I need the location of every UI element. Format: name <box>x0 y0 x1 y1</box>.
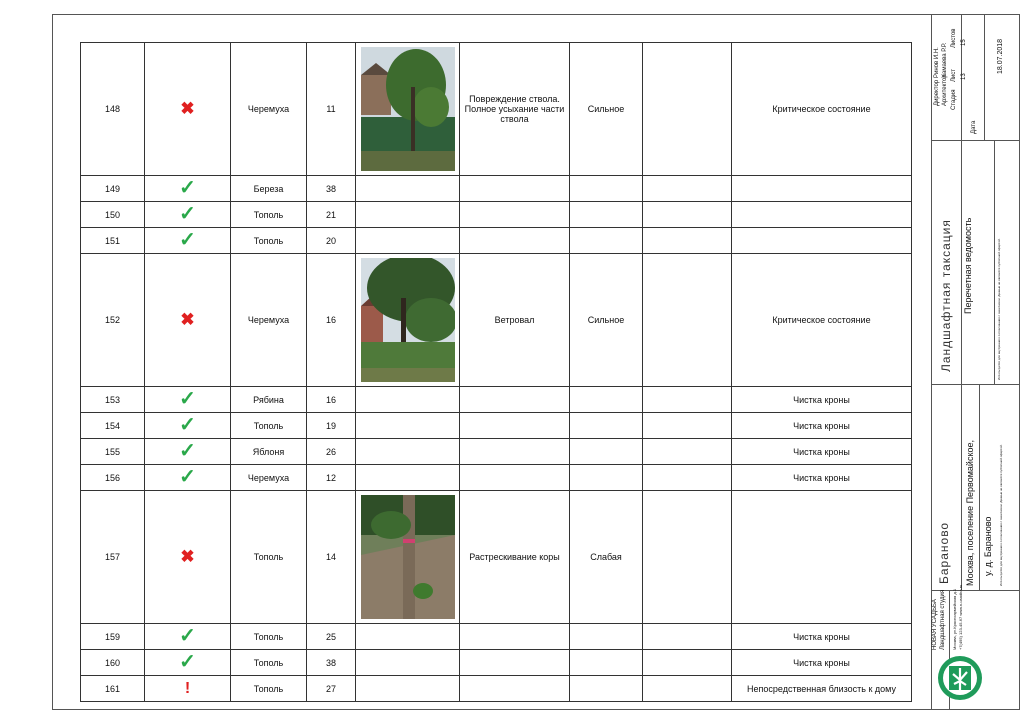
empty-cell <box>643 491 732 624</box>
status-cell <box>145 413 231 439</box>
note-cell: Чистка кроны <box>732 650 912 676</box>
company-name: НОВАЯ УСАДЬБА <box>932 599 938 650</box>
checkmark-icon: ✓ <box>179 651 196 673</box>
species-cell: Рябина <box>231 387 307 413</box>
degree-cell <box>570 624 643 650</box>
diameter-cell: 12 <box>307 465 356 491</box>
table-row <box>81 439 912 465</box>
degree-cell <box>570 413 643 439</box>
checkmark-icon: ✓ <box>179 466 196 488</box>
damage-cell <box>460 228 570 254</box>
tree-photo <box>361 258 455 382</box>
notice-text: Используется для внутреннего согласования с заказчиком. Данные не являются публичной офертой. <box>997 238 1001 380</box>
row-number: 157 <box>81 491 145 624</box>
empty-cell <box>643 228 732 254</box>
row-number: 148 <box>81 43 145 176</box>
row-number: 152 <box>81 254 145 387</box>
row-number: 161 <box>81 676 145 702</box>
empty-cell <box>643 439 732 465</box>
empty-cell <box>643 176 732 202</box>
photo-cell <box>356 176 460 202</box>
diameter-cell: 14 <box>307 491 356 624</box>
degree-cell <box>570 465 643 491</box>
status-cell <box>145 439 231 465</box>
project-notice: Используется для внутреннего согласования с заказчиком. Данные не являются публичной офертой. <box>999 444 1003 586</box>
photo-cell <box>356 465 460 491</box>
species-cell: Береза <box>231 176 307 202</box>
title-block <box>931 14 1020 710</box>
address-line-2: у. д. Бараново <box>983 516 993 576</box>
company-web: +7(495) 123-45-67 www.n-usadba.ru <box>958 584 963 650</box>
photo-cell <box>356 676 460 702</box>
tree-photo <box>361 47 455 171</box>
date-value: 18.07.2018 <box>997 38 1004 74</box>
species-cell: Черемуха <box>231 465 307 491</box>
sheet-value: 13 <box>961 73 967 80</box>
status-cell <box>145 43 231 176</box>
degree-cell: Слабая <box>570 491 643 624</box>
diameter-cell: 16 <box>307 254 356 387</box>
table-row <box>81 202 912 228</box>
date-label: Дата <box>971 120 977 134</box>
empty-cell <box>643 254 732 387</box>
photo-cell <box>356 254 460 387</box>
empty-cell <box>643 387 732 413</box>
damage-cell: Повреждение ствола. Полное усыхание части ствола <box>460 43 570 176</box>
degree-cell <box>570 202 643 228</box>
degree-cell <box>570 387 643 413</box>
diameter-cell: 25 <box>307 624 356 650</box>
damage-cell <box>460 202 570 228</box>
species-cell: Тополь <box>231 650 307 676</box>
status-cell <box>145 202 231 228</box>
diameter-cell: 21 <box>307 202 356 228</box>
document-title: Ландшафтная таксация <box>939 219 953 372</box>
sheet-label: Лист <box>951 68 957 82</box>
species-cell: Тополь <box>231 676 307 702</box>
row-number: 155 <box>81 439 145 465</box>
photo-cell <box>356 624 460 650</box>
damage-cell <box>460 176 570 202</box>
status-cell <box>145 387 231 413</box>
diameter-cell: 16 <box>307 387 356 413</box>
note-cell: Чистка кроны <box>732 624 912 650</box>
photo-cell <box>356 228 460 254</box>
species-cell: Черемуха <box>231 43 307 176</box>
checkmark-icon: ✓ <box>179 388 196 410</box>
row-number: 149 <box>81 176 145 202</box>
note-cell: Чистка кроны <box>732 413 912 439</box>
species-cell: Тополь <box>231 491 307 624</box>
diameter-cell: 26 <box>307 439 356 465</box>
note-cell: Чистка кроны <box>732 439 912 465</box>
checkmark-icon: ✓ <box>179 203 196 225</box>
cross-icon: ✖ <box>180 547 195 566</box>
damage-cell: Растрескивание коры <box>460 491 570 624</box>
species-cell: Тополь <box>231 202 307 228</box>
species-cell: Тополь <box>231 413 307 439</box>
photo-cell <box>356 491 460 624</box>
checkmark-icon: ✓ <box>179 229 196 251</box>
status-cell <box>145 228 231 254</box>
damage-cell <box>460 624 570 650</box>
photo-cell <box>356 43 460 176</box>
note-cell <box>732 176 912 202</box>
note-cell <box>732 491 912 624</box>
note-cell <box>732 202 912 228</box>
address-line-1: Москва, поселение Первомайское, <box>965 439 975 586</box>
row-number: 150 <box>81 202 145 228</box>
degree-cell <box>570 650 643 676</box>
table-row <box>81 650 912 676</box>
table-row <box>81 465 912 491</box>
diameter-cell: 19 <box>307 413 356 439</box>
table-row <box>81 387 912 413</box>
row-number: 153 <box>81 387 145 413</box>
photo-cell <box>356 387 460 413</box>
degree-cell <box>570 676 643 702</box>
table-row <box>81 176 912 202</box>
empty-cell <box>643 43 732 176</box>
company-logo-icon <box>936 654 984 702</box>
cross-icon: ✖ <box>180 99 195 118</box>
row-number: 160 <box>81 650 145 676</box>
empty-cell <box>643 624 732 650</box>
director-name: Ринов И.Н. <box>934 47 940 78</box>
document-subtitle: Перечетная ведомость <box>963 217 973 314</box>
diameter-cell: 38 <box>307 650 356 676</box>
architect-label: Архитектор <box>942 74 948 106</box>
empty-cell <box>643 676 732 702</box>
degree-cell: Сильное <box>570 254 643 387</box>
species-cell: Черемуха <box>231 254 307 387</box>
empty-cell <box>643 465 732 491</box>
empty-cell <box>643 413 732 439</box>
degree-cell <box>570 228 643 254</box>
damage-cell <box>460 439 570 465</box>
photo-cell <box>356 650 460 676</box>
director-label: Директор <box>934 79 940 106</box>
note-cell: Непосредственная близость к дому <box>732 676 912 702</box>
empty-cell <box>643 650 732 676</box>
table-row <box>81 228 912 254</box>
checkmark-icon: ✓ <box>179 177 196 199</box>
status-cell <box>145 676 231 702</box>
table-row <box>81 254 912 387</box>
table-row <box>81 624 912 650</box>
degree-cell: Сильное <box>570 43 643 176</box>
species-cell: Тополь <box>231 624 307 650</box>
status-cell <box>145 465 231 491</box>
species-cell: Тополь <box>231 228 307 254</box>
row-number: 154 <box>81 413 145 439</box>
diameter-cell: 20 <box>307 228 356 254</box>
exclamation-icon: ! <box>184 679 191 697</box>
row-number: 156 <box>81 465 145 491</box>
table-row <box>81 676 912 702</box>
status-cell <box>145 650 231 676</box>
tree-photo <box>361 495 455 619</box>
project-name: Бараново <box>937 521 951 584</box>
note-cell: Критическое состояние <box>732 254 912 387</box>
diameter-cell: 38 <box>307 176 356 202</box>
checkmark-icon: ✓ <box>179 440 196 462</box>
sheets-value: 15 <box>961 39 967 46</box>
diameter-cell: 11 <box>307 43 356 176</box>
checkmark-icon: ✓ <box>179 625 196 647</box>
checkmark-icon: ✓ <box>179 414 196 436</box>
status-cell <box>145 491 231 624</box>
damage-cell <box>460 465 570 491</box>
damage-cell <box>460 413 570 439</box>
damage-cell <box>460 676 570 702</box>
sheets-label: Листов <box>951 28 957 48</box>
row-number: 151 <box>81 228 145 254</box>
table-row <box>81 491 912 624</box>
note-cell: Критическое состояние <box>732 43 912 176</box>
company-contact: Москва, ул.Красноармейская д.1 <box>952 588 957 650</box>
diameter-cell: 27 <box>307 676 356 702</box>
cross-icon: ✖ <box>180 310 195 329</box>
note-cell <box>732 228 912 254</box>
damage-cell: Ветровал <box>460 254 570 387</box>
degree-cell <box>570 439 643 465</box>
degree-cell <box>570 176 643 202</box>
photo-cell <box>356 439 460 465</box>
damage-cell <box>460 387 570 413</box>
company-subtitle: Ландшафтная студия <box>940 589 946 650</box>
photo-cell <box>356 202 460 228</box>
table-row <box>81 413 912 439</box>
species-cell: Яблоня <box>231 439 307 465</box>
inventory-table <box>80 42 912 702</box>
status-cell <box>145 176 231 202</box>
table-row <box>81 43 912 176</box>
row-number: 159 <box>81 624 145 650</box>
damage-cell <box>460 650 570 676</box>
stage-label: Стадия <box>951 89 957 110</box>
architect-name: Хамаева Р.Р. <box>942 42 948 78</box>
empty-cell <box>643 202 732 228</box>
status-cell <box>145 254 231 387</box>
status-cell <box>145 624 231 650</box>
photo-cell <box>356 413 460 439</box>
note-cell: Чистка кроны <box>732 465 912 491</box>
note-cell: Чистка кроны <box>732 387 912 413</box>
